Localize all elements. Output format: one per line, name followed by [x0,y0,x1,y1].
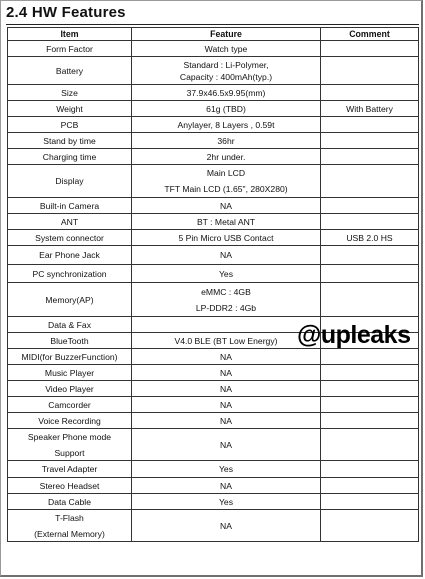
feature-cell [132,478,321,494]
feature-cell [132,117,321,133]
feature-cell-text: NA [220,367,232,378]
comment-cell [321,397,419,413]
title-rule [6,24,419,25]
table-row [8,149,419,165]
feature-cell [132,214,321,230]
feature-cell [132,461,321,478]
feature-cell [132,510,321,542]
feature-cell-text: NA [220,415,232,426]
feature-cell [132,283,321,317]
feature-cell-text: NA [220,520,232,531]
table-row [8,85,419,101]
item-cell-text: PCB [60,119,79,130]
feature-cell [132,365,321,381]
feature-cell [132,265,321,283]
item-cell-text: Stereo Headset [39,480,100,491]
item-cell-text: Size [61,87,78,98]
table-row [8,349,419,365]
comment-cell [321,510,419,542]
item-cell-text: ANT [60,216,79,227]
item-cell-text: Speaker Phone mode [27,431,112,442]
table-row [8,165,419,198]
table-row [8,265,419,283]
item-cell [8,365,132,381]
table-row [8,478,419,494]
table-row [8,57,419,85]
comment-cell [321,494,419,510]
item-cell [8,265,132,283]
feature-cell-text: V4.0 BLE (BT Low Energy) [174,335,278,346]
item-cell [8,57,132,85]
item-cell-text: Ear Phone Jack [39,250,100,260]
feature-cell-text: Standard : Li-Polymer, [183,59,269,70]
comment-cell [321,117,419,133]
comment-cell [321,365,419,381]
table-row [8,283,419,317]
feature-cell-text: NA [220,250,232,260]
feature-cell-text: Anylayer, 8 Layers , 0.59t [177,119,275,130]
table-row [8,413,419,429]
feature-cell [132,101,321,117]
table-row [8,117,419,133]
item-cell-text: Camcorder [48,399,91,410]
feature-cell [132,349,321,365]
item-cell [8,429,132,461]
comment-cell [321,265,419,283]
item-cell [8,41,132,57]
section-title: 2.4 HW Features [6,4,126,21]
item-cell-text: (External Memory) [34,528,105,539]
item-cell-text: Charging time [42,151,97,162]
item-cell [8,198,132,214]
table-row [8,510,419,542]
comment-cell [321,85,419,101]
feature-cell-text: LP-DDR2 : 4Gb [195,302,257,313]
feature-cell-text: 37.9x46.5x9.95(mm) [186,87,266,98]
item-cell [8,165,132,198]
item-cell-text: Voice Recording [38,415,101,426]
item-cell [8,333,132,349]
feature-cell-text: Yes [218,496,234,507]
item-cell [8,317,132,333]
item-cell-text: T-Flash [55,512,84,523]
feature-cell [132,429,321,461]
feature-cell-text: Capacity : 400mAh(typ.) [179,71,273,82]
table-row [8,397,419,413]
feature-cell-text: TFT Main LCD (1.65", 280X280) [164,184,288,194]
comment-cell [321,133,419,149]
comment-cell [321,429,419,461]
item-cell [8,101,132,117]
comment-cell [321,149,419,165]
feature-cell [132,198,321,214]
item-cell-text: Data Cable [48,496,91,507]
table-row [8,365,419,381]
feature-cell [132,246,321,265]
item-cell-text: Video Player [45,383,94,394]
table-row [8,461,419,478]
item-cell [8,133,132,149]
item-cell-text: Display [55,176,84,186]
item-cell-text: Built-in Camera [39,200,100,211]
header-item: Item [8,28,132,41]
item-cell [8,494,132,510]
feature-cell [132,494,321,510]
item-cell [8,85,132,101]
item-cell-text: Music Player [44,367,95,378]
feature-cell [132,149,321,165]
item-cell [8,117,132,133]
feature-cell [132,317,321,333]
comment-cell [321,246,419,265]
feature-cell-text: 5 Pin Micro USB Contact [178,232,274,243]
item-cell-text: Memory(AP) [45,294,94,305]
item-cell [8,349,132,365]
comment-cell [321,230,419,246]
feature-cell-text: NA [220,480,232,491]
item-cell [8,230,132,246]
feature-cell-text: 36hr [217,135,235,146]
table-body [8,41,419,542]
header-comment: Comment [321,28,419,41]
comment-cell [321,214,419,230]
item-cell [8,413,132,429]
table-header-row [8,28,419,41]
table-row [8,230,419,246]
comment-cell [321,461,419,478]
item-cell [8,214,132,230]
comment-cell [321,57,419,85]
comment-cell [321,101,419,117]
feature-cell-text: NA [220,439,232,450]
table-row [8,429,419,461]
item-cell [8,149,132,165]
item-cell-text: Data & Fax [48,319,91,330]
item-cell [8,510,132,542]
item-cell [8,461,132,478]
feature-cell [132,397,321,413]
feature-cell [132,165,321,198]
comment-cell [321,381,419,397]
feature-cell-text: NA [220,200,232,211]
feature-cell [132,85,321,101]
comment-cell [321,41,419,57]
item-cell-text: Weight [56,103,83,114]
header-feature: Feature [132,28,321,41]
watermark: @upleaks [297,321,411,349]
item-cell-text: BlueTooth [50,335,89,346]
feature-cell-text: Watch type [204,43,248,54]
item-cell-text: PC synchronization [32,268,107,279]
hw-features-table [7,27,419,542]
feature-cell [132,333,321,349]
table-row [8,381,419,397]
item-cell-text: Support [54,447,85,458]
comment-cell [321,413,419,429]
feature-cell-text: eMMC : 4GB [201,286,251,297]
table-row [8,133,419,149]
item-cell-text: Battery [55,65,84,76]
feature-cell [132,230,321,246]
feature-cell-text: BT : Metal ANT [196,216,256,227]
comment-cell [321,165,419,198]
item-cell [8,397,132,413]
feature-cell-text: 61g (TBD) [206,103,246,114]
item-cell-text: System connector [35,232,104,243]
item-cell-text: Travel Adapter [41,464,98,474]
table-row [8,198,419,214]
comment-cell-text: USB 2.0 HS [346,232,393,243]
feature-cell [132,41,321,57]
comment-cell [321,198,419,214]
feature-cell-text: 2hr under. [206,151,246,162]
feature-cell [132,413,321,429]
item-cell-text: Stand by time [43,135,96,146]
feature-cell-text: NA [220,351,232,362]
feature-cell-text: Main LCD [206,168,246,178]
table-row [8,494,419,510]
table-row [8,101,419,117]
feature-cell-text: NA [220,383,232,394]
comment-cell [321,478,419,494]
table-row [8,246,419,265]
feature-cell-text: NA [220,399,232,410]
feature-cell [132,381,321,397]
table-row [8,41,419,57]
table-row [8,214,419,230]
comment-cell [321,283,419,317]
item-cell-text: MIDI(for BuzzerFunction) [21,351,118,362]
comment-cell-text: With Battery [346,103,393,114]
item-cell [8,283,132,317]
item-cell [8,478,132,494]
feature-cell-text: Yes [218,464,234,474]
feature-cell [132,133,321,149]
comment-cell [321,349,419,365]
feature-cell-text: Yes [218,268,234,279]
item-cell [8,381,132,397]
feature-cell [132,57,321,85]
item-cell-text: Form Factor [46,43,93,54]
item-cell [8,246,132,265]
